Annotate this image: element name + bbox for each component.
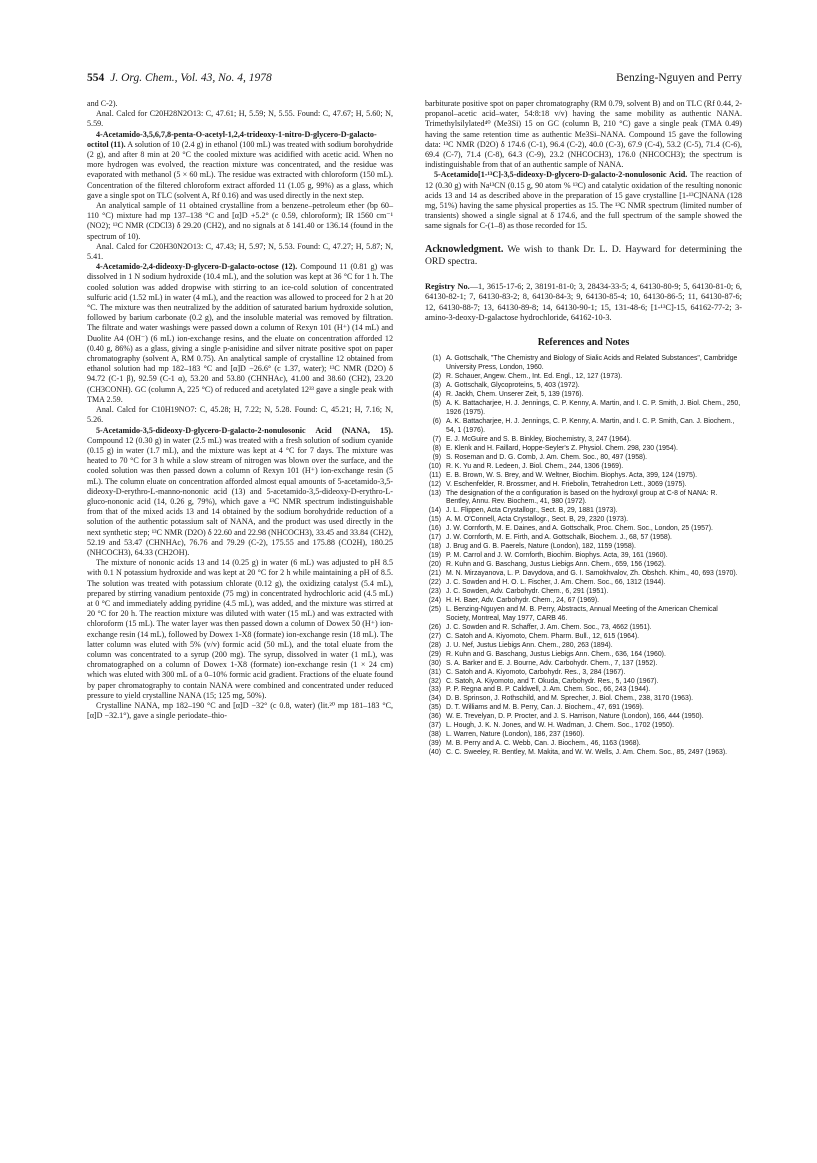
reference-text: J. C. Sowden and R. Schaffer, J. Am. Chem. Soc., 73, 4662 (1951).: [446, 623, 652, 631]
reference-text: J. Brug and G. B. Paerels, Nature (London), 182, 1159 (1958).: [446, 543, 636, 551]
paragraph-text: barbiturate positive spot on paper chromatography (RM 0.79, solvent B) and on TLC (Rf 0.44, 2-propanol–acetic acid–water, 54:8:18 v/v) having the same mobility as authentic NANA. Trimethylsilylated⁴⁰ (Me3Si) 15 on GC (column B, 210 °C) gave a single peak (TMA 0.49) having the same retention time as authentic Me3Si–NANA. Compound 15 gave the following data: ¹³C NMR (D2O) δ 174.6 (C-1), 96.4 (C-2), 40.0 (C-3), 67.9 (C-4), 53.2 (C-5), 71.4 (C-6), 69.4 (C-7), 71.4 (C-8), 64.3 (C-9), 23.2 (NHCOCH3), 176.0 (NHCOCH3); the spectrum is indistinguishable from that of an authentic sample of NANA.: [425, 99, 742, 170]
body-paragraph: [87, 201, 393, 242]
body-paragraph: [87, 405, 393, 425]
acknowledgment-label: Acknowledgment.: [425, 243, 504, 255]
reference-number: (10): [428, 462, 441, 470]
reference-number: (37): [428, 722, 441, 730]
reference-number: (16): [428, 525, 441, 533]
paragraph-text: The mixture of nononic acids 13 and 14 (0.25 g) in water (6 mL) was adjusted to pH 8.5 with 0.1 N potassium hydroxide and was kept at 20 °C for 2 h while maintaining a pH of 8.5. The solution was treated with potassium chlorate (0.12 g), the oxidizing catalyst (5.4 mL), prepared by stirring vanadium pentoxide (75 mg) in concentrated hydrochloric acid (4.5 mL) at 0 °C and immediately adding pyridine (4.5 mL), was added, and the mixture was stirred at 20 °C for 20 h. The reaction mixture was diluted with water (15 mL) and was extracted with chloroform (15 mL). The water layer was then passed down a column of Dowex 50 (H⁺) ion-exchange resin (14 mL), followed by Dowex 1-X8 (formate) ion-exchange resin (18 mL). The latter column was eluted with 5% (v/v) formic acid (50 mL), and the total eluate from the column was concentrated to a syrup (200 mg). The syrup, dissolved in water (1 mL), was chromatographed on a column of Dowex 1-X8 (formate) ion-exchange resin (1 × 24 cm) which was eluted with 300 mL of a 0–10% formic acid gradient. Fractions of the eluate found by paper chromatography to contain NANA were combined and concentrated under reduced pressure to yield crystalline NANA (15; 125 mg, 50%).: [87, 558, 393, 700]
section-heading: 5-Acetamido[1-¹³C]-3,5-dideoxy-D-glycero-D-galacto-2-nonulosonic Acid.: [434, 170, 688, 180]
reference-number: (36): [428, 713, 441, 721]
reference-item: [425, 686, 742, 695]
reference-text: A. Gottschalk, "The Chemistry and Biology of Sialic Acids and Related Substances", Cambridge University Press, London, 1960.: [446, 355, 738, 372]
paragraph-text: Crystalline NANA, mp 182–190 °C and [α]D −32° (c 0.8, water) (lit.²⁰ mp 181–183 °C, [α]D −32.1°), gave a single periodate–thio-: [87, 700, 393, 721]
reference-text: J. C. Sowden and H. O. L. Fischer, J. Am. Chem. Soc., 66, 1312 (1944).: [446, 579, 666, 587]
registry-label: Registry No.: [425, 281, 470, 291]
references-heading: References and Notes: [537, 337, 630, 349]
reference-item: [425, 382, 742, 391]
reference-text: C. C. Sweeley, R. Bentley, M. Makita, and W. W. Wells, J. Am. Chem. Soc., 85, 2497 (1963).: [446, 749, 728, 757]
reference-text: H. H. Baer, Adv. Carbohydr. Chem., 24, 67 (1969).: [446, 596, 600, 604]
reference-number: (2): [432, 373, 441, 381]
reference-item: [425, 400, 742, 418]
reference-text: L. Benzing-Nguyen and M. B. Perry, Abstracts, Annual Meeting of the American Chemical Society, Montreal, May 1977, CARB 46.: [446, 605, 718, 622]
reference-text: S. Roseman and D. G. Comb, J. Am. Chem. Soc., 80, 497 (1958).: [446, 453, 648, 461]
body-paragraph: [87, 701, 393, 721]
reference-text: C. Satoh and A. Kiyomoto, Carbohydr. Res., 3, 284 (1967).: [446, 668, 626, 676]
reference-number: (38): [428, 731, 441, 739]
reference-item: [425, 749, 742, 758]
reference-number: (22): [428, 579, 441, 587]
reference-text: R. Kuhn and G. Baschang, Justus Liebigs Ann. Chem., 636, 164 (1960).: [446, 650, 666, 658]
page-number: 554: [87, 72, 105, 84]
reference-number: (19): [428, 552, 441, 560]
registry-text: —1, 3615-17-6; 2, 38191-81-0; 3, 28434-33-5; 4, 64130-80-9; 5, 64130-81-0; 6, 64130-82-1; 7, 64130-83-2; 8, 64130-84-3; 9, 64130-85-4; 10, 64130-86-5; 11, 64130-87-6; 12, 64130-88-7; 13, 64130-89-8; 14, 64130-90-1; 15, 131-48-6; [1-¹³C]-15, 64162-77-2; 3-amino-3-deoxy-D-galactose hydrochloride, 64162-10-3.: [425, 281, 742, 323]
reference-item: [425, 561, 742, 570]
paragraph-text: An analytical sample of 11 obtained crystalline from a benzene–petroleum ether (bp 60–110 °C) mixture had mp 137–138 °C and [α]D +5.2° (c 0.59, chloroform); IR 1560 cm⁻¹ (NO2); ¹³C NMR (CDCl3) δ 29.20 (CH2), and no signals at δ 141.40 or 136.14 (found in the spectrum of 10).: [87, 201, 393, 241]
reference-text: R. K. Yu and R. Ledeen, J. Biol. Chem., 244, 1306 (1969).: [446, 462, 624, 470]
reference-item: [425, 454, 742, 463]
reference-text: A. Gottschalk, Glycoproteins, 5, 403 (1972).: [446, 382, 580, 390]
reference-number: (8): [432, 444, 441, 452]
reference-number: (17): [428, 534, 441, 542]
reference-item: [425, 722, 742, 731]
reference-item: [425, 436, 742, 445]
registry-numbers: [425, 282, 742, 324]
reference-item: [425, 463, 742, 472]
reference-text: J. U. Nef, Justus Liebigs Ann. Chem., 280, 263 (1894).: [446, 641, 613, 649]
reference-number: (35): [428, 704, 441, 712]
reference-number: (11): [429, 471, 441, 479]
reference-item: [425, 660, 742, 669]
reference-text: E. Klenk and H. Faillard, Hoppe-Seyler's Z. Physiol. Chem. 298, 230 (1954).: [446, 444, 678, 452]
paragraph-text: Anal. Calcd for C10H19NO7: C, 45.28; H, 7.22; N, 5.28. Found: C, 45.21; H, 7.16; N, 5.26.: [87, 405, 393, 425]
reference-number: (32): [428, 677, 441, 685]
reference-item: [425, 418, 742, 436]
reference-item: [425, 713, 742, 722]
reference-item: [425, 695, 742, 704]
reference-item: [425, 704, 742, 713]
body-paragraph: [87, 242, 393, 262]
reference-item: [425, 669, 742, 678]
reference-number: (40): [428, 749, 441, 757]
reference-item: [425, 507, 742, 516]
reference-text: P. P. Regna and B. P. Caldwell, J. Am. Chem. Soc., 66, 243 (1944).: [446, 686, 651, 694]
reference-number: (3): [432, 382, 441, 390]
reference-item: [425, 516, 742, 525]
body-paragraph: [87, 99, 393, 109]
reference-item: [425, 731, 742, 740]
reference-text: R. Schauer, Angew. Chem., Int. Ed. Engl., 12, 127 (1973).: [446, 373, 623, 381]
reference-number: (15): [428, 516, 441, 524]
reference-text: L. Hough, J. K. N. Jones, and W. H. Wadman, J. Chem. Soc., 1702 (1950).: [446, 722, 675, 730]
paragraph-text: Anal. Calcd for C20H30N2O13: C, 47.43; H, 5.97; N, 5.53. Found: C, 47.27; H, 5.87; N, 5.41.: [87, 241, 393, 262]
reference-text: J. L. Flippen, Acta Crystallogr., Sect. B, 29, 1881 (1973).: [446, 507, 618, 515]
paragraph-text: and C-2).: [87, 99, 118, 108]
reference-number: (39): [428, 740, 441, 748]
reference-text: A. M. O'Connell, Acta Crystallogr., Sect. B, 29, 2320 (1973).: [446, 516, 629, 524]
right-column: [425, 99, 742, 758]
reference-item: [425, 445, 742, 454]
reference-text: A. K. Battacharjee, H. J. Jennings, C. P. Kenny, A. Martin, and I. C. P. Smith, J. Biol. Chem., 250, 1926 (1975).: [446, 399, 741, 416]
reference-text: A. K. Battacharjee, H. J. Jennings, C. P. Kenny, A. Martin, and I. C. P. Smith, Can. J. Biochem., 54, 1 (1976).: [446, 417, 735, 434]
header-left: [87, 72, 272, 84]
reference-number: (18): [428, 543, 441, 551]
reference-text: C. Satoh and A. Kiyomoto, Chem. Pharm. Bull., 12, 615 (1964).: [446, 632, 640, 640]
reference-number: (14): [428, 507, 441, 515]
reference-text: The designation of the α configuration is based on the hydroxyl group at C-8 of NANA: R. Bentley, Annu. Rev. Biochem., 41, 980 (1972).: [446, 489, 718, 506]
reference-number: (5): [432, 399, 441, 407]
reference-number: (12): [428, 480, 441, 488]
reference-item: [425, 481, 742, 490]
section-heading: 4-Acetamido-3,5,6,7,8-penta-O-acetyl-1,2,4-trideoxy-1-nitro-D-glycero-D-galacto-octitol (11).: [87, 129, 377, 149]
page-header: [87, 72, 742, 88]
reference-number: (28): [428, 641, 441, 649]
reference-item: [425, 642, 742, 651]
reference-number: (23): [428, 588, 441, 595]
reference-item: [425, 570, 742, 579]
reference-item: [425, 490, 742, 508]
paragraph-text: A solution of 10 (2.4 g) in ethanol (100 mL) was treated with sodium borohydride (2 g), and after 8 min at 20 °C the cooled mixture was acidified with acetic acid. When no more hydrogen was evolved, the reaction mixture was concentrated, and the residue was evaporated with methanol (5 × 60 mL). The residue was extracted with chloroform (150 mL). Concentration of the filtered chloroform extract afforded 11 (1.05 g, 99%) as a glass, which gave a single spot on TLC (solvent A, Rf 0.16) and was used directly in the next step.: [87, 139, 393, 200]
reference-text: E. B. Brown, W. S. Brey, and W. Weltner, Biochim. Biophys. Acta, 399, 124 (1975).: [446, 471, 697, 479]
reference-text: R. Kuhn and G. Baschang, Justus Liebigs Ann. Chem., 659, 156 (1962).: [446, 561, 666, 569]
body-paragraph: [87, 109, 393, 129]
reference-number: (9): [432, 453, 441, 461]
reference-number: (34): [428, 695, 441, 703]
body-paragraph: [87, 130, 393, 201]
reference-item: [425, 525, 742, 534]
paragraph-text: Compound 11 (0.81 g) was dissolved in 1 N sodium hydroxide (10.4 mL), and the solution was kept at 36 °C for 1 h. The cooled solution was added dropwise with stirring to an ice-cold solution of concentrated sulfuric acid (1.52 mL) in water (4 mL), and the reaction was allowed to proceed for 2 h at 20 °C. The mixture was then neutralized by the addition of saturated barium hydroxide solution, followed by barium carbonate (0.2 g), and the insoluble material was removed by filtration. The filtrate and water washings were passed down a column of Rexyn 101 (H⁺) (14 mL) and Duolite A4 (OH⁻) (6 mL) ion-exchange resins, and the eluate on concentration afforded 12 (0.40 g, 86%) as a glass, giving a single p-anisidine and silver nitrate positive spot on paper chromatography (solvent A, RM 0.75). An analytical sample of crystalline 12 obtained from ethanol solution had mp 182–183 °C and [α]D −26.6° (c 1.37, water); ¹³C NMR (D2O) δ 94.72 (C-1 β), 92.59 (C-1 α), 53.20 and 53.80 (CHNHAc), 41.00 and 38.60 (CH2), 23.20 (CH3CONH). GC (column A, 225 °C) of reduced and acetylated 12³³ gave a single peak with TMA 2.59.: [87, 262, 393, 404]
body-paragraph: [87, 262, 393, 405]
reference-number: (6): [432, 417, 441, 425]
reference-item: [425, 651, 742, 660]
right-column-paragraphs: [425, 99, 742, 232]
reference-text: D. T. Williams and M. B. Perry, Can. J. Biochem., 47, 691 (1969).: [446, 704, 644, 712]
reference-number: (25): [428, 605, 441, 613]
reference-number: (21): [428, 570, 441, 578]
journal-citation: J. Org. Chem., Vol. 43, No. 4, 1978: [110, 72, 272, 84]
reference-text: L. Warren, Nature (London), 186, 237 (1960).: [446, 731, 585, 739]
reference-number: (30): [428, 659, 441, 667]
body-paragraph: [425, 99, 742, 170]
reference-item: [425, 391, 742, 400]
reference-text: W. E. Trevelyan, D. P. Procter, and J. S. Harrison, Nature (London), 166, 444 (1950).: [446, 713, 704, 721]
reference-number: (7): [432, 435, 441, 443]
reference-number: (27): [428, 632, 441, 640]
reference-item: [425, 606, 742, 624]
reference-item: [425, 534, 742, 543]
reference-text: V. Eschenfelder, R. Brossmer, and H. Friebolin, Tetrahedron Lett., 3069 (1975).: [446, 480, 687, 488]
reference-item: [425, 633, 742, 642]
reference-item: [425, 355, 742, 373]
reference-number: (1): [432, 355, 441, 363]
reference-item: [425, 552, 742, 561]
reference-text: S. A. Barker and E. J. Bourne, Adv. Carbohydr. Chem., 7, 137 (1952).: [446, 659, 658, 667]
reference-item: [425, 678, 742, 687]
reference-number: (31): [428, 668, 441, 676]
reference-item: [425, 472, 742, 481]
reference-text: J. C. Sowden, Adv. Carbohydr. Chem., 6, 291 (1951).: [446, 588, 609, 595]
acknowledgment-text: We wish to thank Dr. L. D. Hayward for determining the ORD spectra.: [425, 243, 742, 267]
section-heading: 4-Acetamido-2,4-dideoxy-D-glycero-D-galacto-octose (12).: [96, 262, 298, 272]
reference-number: (24): [428, 596, 441, 604]
reference-item: [425, 588, 742, 597]
reference-text: J. W. Cornforth, M. E. Firth, and A. Gottschalk, Biochem. J., 68, 57 (1958).: [446, 534, 672, 542]
reference-text: M. B. Perry and A. C. Webb, Can. J. Biochem., 46, 1163 (1968).: [446, 740, 641, 748]
reference-number: (26): [428, 623, 441, 631]
reference-text: M. N. Mirzayanova, L. P. Davydova, and G. I. Samokhvalov, Zh. Obshch. Khim., 40, 693 (1970).: [446, 570, 738, 578]
reference-text: D. B. Sprinson, J. Rothschild, and M. Sprecher, J. Biol. Chem., 238, 3170 (1963).: [446, 695, 694, 703]
reference-item: [425, 579, 742, 588]
reference-item: [425, 740, 742, 749]
left-column: [87, 99, 393, 721]
reference-number: (33): [428, 686, 441, 694]
reference-number: (29): [428, 650, 441, 658]
body-paragraph: [425, 170, 742, 231]
reference-number: (4): [432, 391, 441, 399]
acknowledgment: [425, 244, 742, 268]
reference-item: [425, 373, 742, 382]
references-list: [425, 355, 742, 758]
reference-text: R. Jackh, Chem. Unserer Zeit, 5, 139 (1976).: [446, 391, 584, 399]
reference-item: [425, 597, 742, 606]
reference-item: [425, 543, 742, 552]
running-authors: Benzing-Nguyen and Perry: [616, 72, 742, 84]
body-paragraph: [87, 558, 393, 701]
paragraph-text: Anal. Calcd for C20H28N2O13: C, 47.61; H, 5.59; N, 5.55. Found: C, 47.67; H, 5.60; N, 5.59.: [87, 109, 393, 129]
reference-text: P. M. Carrol and J. W. Cornforth, Biochim. Biophys. Acta, 39, 161 (1960).: [446, 552, 668, 560]
reference-number: (13): [428, 489, 441, 497]
reference-number: (20): [428, 561, 441, 569]
section-heading: 5-Acetamido-3,5-dideoxy-D-glycero-D-galacto-2-nonulosonic Acid (NANA, 15).: [96, 425, 393, 435]
reference-text: E. J. McGuire and S. B. Binkley, Biochemistry, 3, 247 (1964).: [446, 435, 632, 443]
body-paragraph: [87, 426, 393, 559]
reference-item: [425, 624, 742, 633]
reference-text: J. W. Cornforth, M. E. Daines, and A. Gottschalk, Proc. Chem. Soc., London, 25 (1957).: [446, 525, 713, 533]
paragraph-text: The reaction of 12 (0.30 g) with Na¹³CN (0.15 g, 90 atom % ¹³C) and catalytic oxidation of the resulting nononic acids 13 and 14 as described above in the preparation of 15 gave crystalline [1-¹³C]NANA (128 mg, 51%) having the same physical properties as 15. The ¹³C NMR spectrum (limited number of transients) showed a single signal at δ 174.6, and the full spectrum of the sample showed the same signals for C-(1–8) as those recorded for 15.: [425, 170, 742, 231]
reference-text: C. Satoh, A. Kiyomoto, and T. Okuda, Carbohydr. Res., 5, 140 (1967).: [446, 677, 659, 685]
paragraph-text: Compound 12 (0.30 g) in water (2.5 mL) was treated with a fresh solution of sodium cyanide (0.15 g) in water (1.7 mL), and the mixture was kept at 4 °C for 7 days. The mixture was heated to 70 °C for 3 h while a slow stream of nitrogen was blown over the surface, and the cooled solution was then passed down a column of Rexyn 101 (H⁺) ion-exchange resin (5 mL). The column eluate on concentration afforded almost equal amounts of 5-acetamido-3,5-dideoxy-D-erythro-L-manno-nononic acid (13) and 5-acetamido-3,5-dideoxy-D-erythro-L-gluco-nononic acid (14, 0.26 g, 79%), which gave a ¹³C NMR spectrum indistinguishable from that of the mixed acids 13 and 14 obtained by the sodium borohydride reduction of a solution of the authentic potassium salt of NANA, and the product was used directly in the next synthetic step; ¹³C NMR (D2O) δ 22.60 and 22.98 (NHCOCH3), 33.45 and 33.84 (CH2), 52.19 and 53.47 (CHNHAc), 76.76 and 79.29 (C-2), 175.55 and 175.88 (CO2H), 180.25 (NHCOCH3), 64.33 (CH2OH).: [87, 435, 393, 557]
